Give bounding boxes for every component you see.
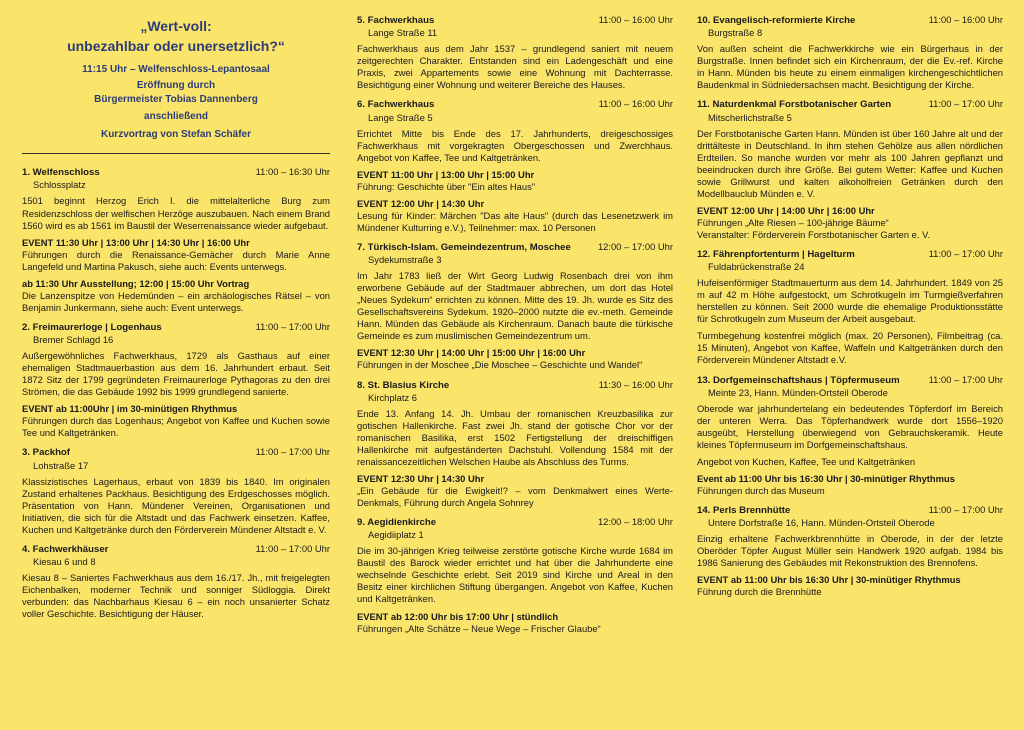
entry-title: 13. Dorfgemeinschaftshaus | Töpfermuseum bbox=[697, 374, 900, 386]
event-block bbox=[357, 198, 673, 234]
event-text: Führungen durch das Logenhaus; Angebot von Kaffee und Kuchen sowie Tee und Kaltgetränken. bbox=[22, 415, 330, 439]
entry-header bbox=[22, 543, 330, 556]
event-text: Angebot von Kuchen, Kaffee, Tee und Kaltgetränken bbox=[697, 455, 916, 467]
event-text: Führungen durch die Renaissance-Gemächer durch Marie Anne Langefeld und Martina Pakusch, siehe auch: Events unterwegs. bbox=[22, 248, 330, 272]
entry-description: Außergewöhnliches Fachwerkhaus, 1729 als Gasthaus auf einer ehemaligen Stadtmauerbastion aus dem 16. Jahrhundert erbaut. Seit 1872 Sitz der 1799 gegründeten Freimaurerloge Pythagoras zu den drei Strömen, die das Gebäude 1992 bis 1999 grundlegend sanierte. bbox=[22, 350, 330, 398]
entry-description: Der Forstbotanische Garten Hann. Münden ist über 160 Jahre alt und der drittälteste in Deutschland. In ihm stehen Gehölze aus allen nördlichen Erdteilen. So manche wurden vor mehr als 100 Jahren gepflanzt und beeindrucken durch ihre Größe. Bei gutem Wetter: Kaffee und Kuchen sowie Grillwurst und kalten alkoholfreien Getränken durch den Modellbauclub Münden e. V. bbox=[697, 127, 1003, 199]
event-block bbox=[697, 574, 1003, 598]
program-entry bbox=[357, 98, 673, 234]
event-block bbox=[357, 473, 673, 509]
program-entry bbox=[22, 543, 330, 620]
event-text: Führungen durch das Museum bbox=[697, 485, 825, 496]
event-block bbox=[697, 205, 1003, 241]
event-block bbox=[357, 611, 673, 635]
program-entry bbox=[697, 98, 1003, 241]
event-text: Lesung für Kinder: Märchen "Das alte Haus" (durch das Lesenetzwerk im Mündener Kulturring e.V.), Teilnehmer: max. 10 Personen bbox=[357, 209, 673, 233]
column-1 bbox=[22, 14, 330, 627]
event-text: Führungen in der Moschee „Die Moschee – Geschichte und Wandel“ bbox=[357, 359, 643, 371]
entry-address: Mitscherlichstraße 5 bbox=[708, 111, 792, 123]
program-entry bbox=[357, 379, 673, 510]
intro-divider bbox=[22, 153, 330, 154]
entry-description: Die im 30-jährigen Krieg teilweise zerstörte gotische Kirche wurde 1684 im Baustil des Barock wieder errichtet und hat über die Jahrhunderte eine wechselnde Geschichte erlebt. Seit 2019 sind Kirche und Areal in den Besitz einer kirchlichen Stiftung übergangen. Angebot von Kaffee, Kuchen und Kaltgetränken. bbox=[357, 545, 673, 605]
entry-address: Aegidiiplatz 1 bbox=[368, 529, 424, 541]
event-block bbox=[22, 278, 330, 314]
entry-description: Kiesau 8 – Saniertes Fachwerkhaus aus dem 16./17. Jh., mit freigelegten Eichenbalken, moderner Technik und sonniger Südloggia. Direkt verbunden: das Nachbarhaus Kiesau 6 – ein noch unsanierter Schatz voller Geschichte. Besichtigung der Häuser. bbox=[22, 572, 330, 620]
entry-description: Von außen scheint die Fachwerkkirche wie ein Bürgerhaus in der Burgstraße. Innen befindet sich ein Kirchenraum, der die Ev.-ref. Kirche in Hann. Münden bis heute zu einem einmaligen kirchengeschichtlichen Baudenkmal in Südniedersachsen macht. Besichtigung der Kirche. bbox=[697, 43, 1003, 91]
event-times: ab 11:30 Uhr Ausstellung; 12:00 | 15:00 Uhr Vortrag bbox=[22, 277, 250, 289]
entry-description: Fachwerkhaus aus dem Jahr 1537 – grundlegend saniert mit neuem zeitgerechten Charakter. Entstanden sind ein Ladengeschäft und eine Praxis, zwei Appartements sowie eine Wohnung mit Dachterrasse. Besichtigung einer Wohnung und weiterer Bereiche des Hauses. bbox=[357, 43, 673, 91]
program-entry bbox=[22, 166, 330, 314]
event-times: EVENT 12:30 Uhr | 14:30 Uhr bbox=[357, 472, 485, 484]
event-text: Führungen „Alte Schätze – Neue Wege – Frischer Glaube“ bbox=[357, 622, 601, 634]
entry-header bbox=[22, 446, 330, 459]
intro-title-line1: „Wert-voll: bbox=[140, 18, 212, 34]
entry-time: 11:00 – 17:00 Uhr bbox=[928, 373, 1003, 385]
entry-time: 11:00 – 17:00 Uhr bbox=[255, 446, 330, 458]
program-entry bbox=[697, 248, 1003, 367]
intro-line4: Bürgermeister Tobias Dannenberg bbox=[94, 93, 258, 105]
entry-header bbox=[697, 248, 1003, 261]
entry-time: 11:00 – 16:30 Uhr bbox=[255, 166, 330, 178]
entry-time: 11:00 – 16:00 Uhr bbox=[598, 98, 673, 110]
event-times: EVENT 12:00 Uhr | 14:00 Uhr | 16:00 Uhr bbox=[697, 204, 875, 216]
entry-time: 11:00 – 17:00 Uhr bbox=[928, 248, 1003, 259]
entry-address: Untere Dorfstraße 16, Hann. Münden-Ortsteil Oberode bbox=[708, 517, 935, 529]
event-text: Führung durch die Brennhütte bbox=[697, 586, 822, 598]
intro-time-place: 11:15 Uhr – Welfenschloss-Lepantosaal bbox=[82, 64, 270, 76]
entry-title: 6. Fachwerkhaus bbox=[357, 99, 435, 111]
event-block bbox=[22, 237, 330, 273]
event-times: EVENT ab 11:00 Uhr bis 16:30 Uhr | 30-minütiger Rhythmus bbox=[697, 574, 961, 586]
entry-address: Kirchplatz 6 bbox=[368, 391, 417, 403]
program-entry bbox=[357, 241, 673, 372]
program-entry bbox=[22, 446, 330, 535]
event-text: Turmbegehung kostenfrei möglich (max. 20 Personen), Filmbeitrag (ca. 15 Minuten), Angebot von Kaffee, Waffeln und Kaltgetränken durch den Förderverein Mündener Altstadt e.V. bbox=[697, 330, 1003, 366]
column-2 bbox=[357, 14, 673, 642]
entry-address: Kiesau 6 und 8 bbox=[33, 556, 96, 567]
event-block bbox=[697, 473, 1003, 497]
entry-description: Einzig erhaltene Fachwerkbrennhütte in Oberode, in der der letzte Oberöder Töpfer August Müller sein Handwerk 1920 aufgab. 1984 bis 1986 Sanierung des Gebäudes mit Rekonstruktion des Brennofens. bbox=[697, 533, 1003, 569]
entry-header bbox=[697, 14, 1003, 27]
event-times: EVENT ab 12:00 Uhr bis 17:00 Uhr | stündlich bbox=[357, 610, 559, 622]
entry-title: 12. Fährenpfortenturm | Hagelturm bbox=[697, 249, 855, 260]
program-entry bbox=[357, 516, 673, 635]
entry-header bbox=[357, 379, 673, 392]
entry-description: 1501 beginnt Herzog Erich I. die mittelalterliche Burg zum Residenzschloss der welfischen Herzöge auszubauen. Nach einem Brand 1560 wird es ab 1561 im Baustil der Weserrenaissance wieder aufgebaut. bbox=[22, 195, 330, 231]
event-block bbox=[22, 403, 330, 439]
entry-header bbox=[697, 98, 1003, 111]
entry-header bbox=[357, 516, 673, 529]
event-times: EVENT ab 11:00Uhr | im 30-minütigen Rhythmus bbox=[22, 403, 238, 415]
entry-header bbox=[22, 321, 330, 334]
program-entry bbox=[22, 321, 330, 440]
event-times: EVENT 11:30 Uhr | 13:00 Uhr | 14:30 Uhr | 16:00 Uhr bbox=[22, 236, 250, 248]
column-3 bbox=[697, 14, 1003, 605]
entry-header bbox=[357, 241, 673, 254]
program-entry bbox=[697, 374, 1003, 498]
entry-time: 12:00 – 18:00 Uhr bbox=[597, 516, 673, 528]
entry-time: 11:00 – 17:00 Uhr bbox=[255, 542, 330, 554]
entry-description: Im Jahr 1783 ließ der Wirt Georg Ludwig Rosenbach drei von ihm erworbene Gebäude auf der Stadtmauer abbrechen, um dort das Hotel „Neues Sydekum“ errichten zu können. Mitte des 19. Jh. wurde es Sitz des Gesellschaftsvereins Sydekum. 1920–2000 nutzte die ev.-meth. Gemeinde Hann. Münden das Gebäude als Kirchenraum. Danach baute die türkische Gemeinde es zum muslimischen Gemeindezentrum um. bbox=[357, 270, 673, 342]
entry-time: 11:30 – 16:00 Uhr bbox=[598, 378, 673, 390]
entry-title: 3. Packhof bbox=[22, 447, 70, 459]
entry-address: Meinte 23, Hann. Münden-Ortsteil Oberode bbox=[708, 386, 888, 398]
intro-title-line2: unbezahlbar oder unersetzlich?“ bbox=[67, 38, 285, 55]
entry-address: Schlossplatz bbox=[33, 179, 86, 191]
entry-description: Klassizistisches Lagerhaus, erbaut von 1839 bis 1840. Im originalen Zustand erhaltenes Packhaus. Besichtigung des Erdgeschosses möglich. Präsentation von Hann. Mündener Vereinen, Organisationen und Initiativen, die sich für die Altstadt und das Fachwerk einsetzen. Kaffee, Kuchen und Kaltgetränke durch den Förderverein Mündener Altstadt e. V. bbox=[22, 475, 330, 535]
program-entry bbox=[697, 14, 1003, 91]
intro-line6: Kurzvortrag von Stefan Schäfer bbox=[100, 128, 252, 140]
entry-address: Lange Straße 11 bbox=[368, 27, 438, 39]
program-entry bbox=[357, 14, 673, 91]
entry-address: Sydekumstraße 3 bbox=[368, 254, 442, 266]
program-entry bbox=[697, 504, 1003, 598]
entry-title: 4. Fachwerkhäuser bbox=[22, 543, 109, 555]
entry-time: 11:00 – 17:00 Uhr bbox=[928, 504, 1003, 516]
event-times: EVENT 12:30 Uhr | 14:00 Uhr | 15:00 Uhr | 16:00 Uhr bbox=[357, 347, 586, 359]
entry-address: Lange Straße 5 bbox=[368, 111, 433, 123]
entry-time: 12:00 – 17:00 Uhr bbox=[597, 240, 673, 252]
entry-title: 1. Welfenschloss bbox=[22, 167, 100, 179]
event-text: Die Lanzenspitze von Hedemünden – ein archäologisches Rätsel – von Benjamin Junkermann, siehe auch: Event unterwegs. bbox=[22, 289, 330, 313]
entry-header bbox=[697, 504, 1003, 517]
entry-address: Burgstraße 8 bbox=[708, 27, 763, 39]
entry-title: 14. Perls Brennhütte bbox=[697, 505, 791, 517]
entry-description: Hufeisenförmiger Stadtmauerturm aus dem 14. Jahrhundert. 1849 von 25 m auf 42 m Höhe aufgestockt, um Schrotkugeln im Turmgießverfahren herstellen zu können. Seit 2000 wurde die ehemalige Produktionsstätte für Schrotkugeln zum Museum der Arbeit ausgebaut. bbox=[697, 277, 1003, 325]
intro-block bbox=[22, 18, 330, 141]
entry-header bbox=[697, 374, 1003, 387]
event-block bbox=[357, 169, 673, 193]
entries-col3 bbox=[697, 14, 1003, 598]
event-block bbox=[697, 330, 1003, 366]
entry-time: 11:00 – 17:00 Uhr bbox=[255, 320, 330, 332]
event-text: Führungen „Alte Riesen – 100-jährige Bäume“ Veranstalter: Förderverein Forstbotanischer Garten e. V. bbox=[697, 216, 931, 240]
intro-line3: Eröffnung durch bbox=[136, 80, 216, 92]
event-times: EVENT 12:00 Uhr | 14:30 Uhr bbox=[357, 197, 485, 209]
event-times: Event ab 11:00 Uhr bis 16:30 Uhr | 30-minütiger Rhythmus bbox=[697, 472, 955, 484]
entry-description: Ende 13. Anfang 14. Jh. Umbau der romanischen Kreuzbasilika zur gotischen Hallenkirche. Fast zwei Jh. stand der gotische Chor vor der romanischen Basilika, erst 1502 Fertigstellung der dreischiffigen Hallenkirche mit aufgeständerten Dachstuhl. Vollendung 1584 mit der renaissancezeitlichen Welschen Haube als Abschluss des Turms. bbox=[357, 407, 673, 467]
entry-address: Fuldabrückenstraße 24 bbox=[708, 261, 805, 273]
entry-header bbox=[357, 14, 673, 27]
entries-col2 bbox=[357, 14, 673, 635]
entry-header bbox=[22, 166, 330, 179]
entry-title: 7. Türkisch-Islam. Gemeindezentrum, Moschee bbox=[357, 241, 571, 253]
entry-title: 10. Evangelisch-reformierte Kirche bbox=[697, 15, 856, 26]
event-text: „Ein Gebäude für die Ewigkeit!? – vom Denkmalwert eines Werte-Denkmals, Führung durch Angela Sohnrey bbox=[357, 485, 673, 509]
event-block bbox=[697, 456, 1003, 468]
entry-title: 11. Naturdenkmal Forstbotanischer Garten bbox=[697, 99, 892, 111]
entry-title: 2. Freimaurerloge | Logenhaus bbox=[22, 321, 162, 333]
entry-description: Errichtet Mitte bis Ende des 17. Jahrhunderts, dreigeschossiges Fachwerkhaus mit vorgekragten Obergeschossen und Zwerchhaus. Angebot von Kaffee, Tee und Kaltgetränken. bbox=[357, 127, 673, 163]
entry-title: 8. St. Blasius Kirche bbox=[357, 379, 450, 391]
entry-address: Lohstraße 17 bbox=[33, 459, 89, 471]
entry-time: 11:00 – 16:00 Uhr bbox=[928, 14, 1003, 25]
entry-description: Oberode war jahrhundertelang ein bedeutendes Töpferdorf im Bereich der unteren Werra. Das Töpferhandwerk wurde dort 1556–1920 ausgeübt, Herstellung überwiegend von Gebrauchskeramik. Heute kleines Töpfermuseum im Dorfgemeinschaftshaus. bbox=[697, 402, 1003, 450]
entry-title: 9. Aegidienkirche bbox=[357, 517, 437, 529]
entry-header bbox=[357, 98, 673, 111]
event-block bbox=[357, 347, 673, 371]
intro-line5: anschließend bbox=[144, 111, 208, 123]
event-text: Führung: Geschichte über "Ein altes Haus" bbox=[357, 180, 536, 192]
entry-time: 11:00 – 16:00 Uhr bbox=[598, 14, 673, 25]
entry-address: Bremer Schlagd 16 bbox=[33, 334, 114, 346]
entry-time: 11:00 – 17:00 Uhr bbox=[928, 98, 1003, 110]
entry-title: 5. Fachwerkhaus bbox=[357, 15, 435, 26]
event-times: EVENT 11:00 Uhr | 13:00 Uhr | 15:00 Uhr bbox=[357, 168, 535, 180]
entries-col1 bbox=[22, 166, 330, 620]
